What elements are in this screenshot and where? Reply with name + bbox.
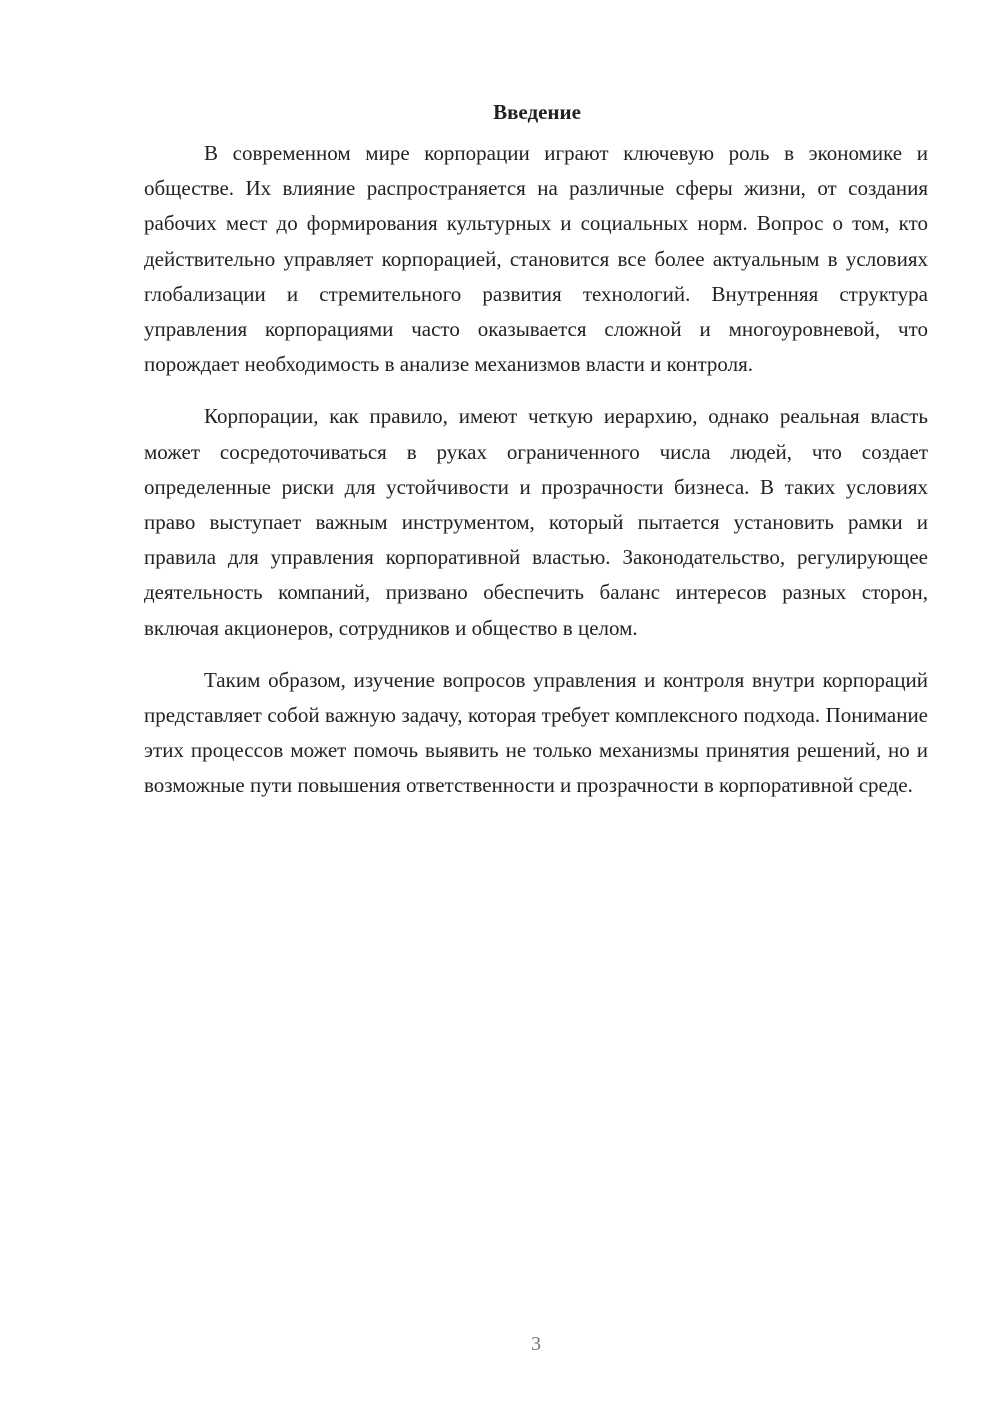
paragraph-3: Таким образом, изучение вопросов управления и контроля внутри корпораций представляет собой важную задачу, которая требует комплексного подхода. Понимание этих процессов может помочь выявить не только механизмы принятия решений, но и возможные пути повышения ответственности и прозрачности в корпоративной среде. — [144, 667, 928, 798]
page-number: 3 — [531, 1333, 541, 1355]
page-content — [144, 96, 928, 821]
section-title: Введение — [493, 100, 581, 124]
paragraph-2: Корпорации, как правило, имеют четкую иерархию, однако реальная власть может сосредоточиваться в руках ограниченного числа людей, что создает определенные риски для устойчивости и прозрачности бизнеса. В таких условиях право выступает важным инструментом, который пытается установить рамки и правила для управления корпоративной властью. Законодательство, регулирующее деятельность компаний, призвано обеспечить баланс интересов разных сторон, включая акционеров, сотрудников и общество в целом. — [144, 404, 928, 640]
paragraph-1: В современном мире корпорации играют ключевую роль в экономике и обществе. Их влияние распространяется на различные сферы жизни, от создания рабочих мест до формирования культурных и социальных норм. Вопрос о том, кто действительно управляет корпорацией, становится все более актуальным в условиях глобализации и стремительного развития технологий. Внутренняя структура управления корпорациями часто оказывается сложной и многоуровневой, что порождает необходимость в анализе механизмов власти и контроля. — [144, 141, 928, 377]
